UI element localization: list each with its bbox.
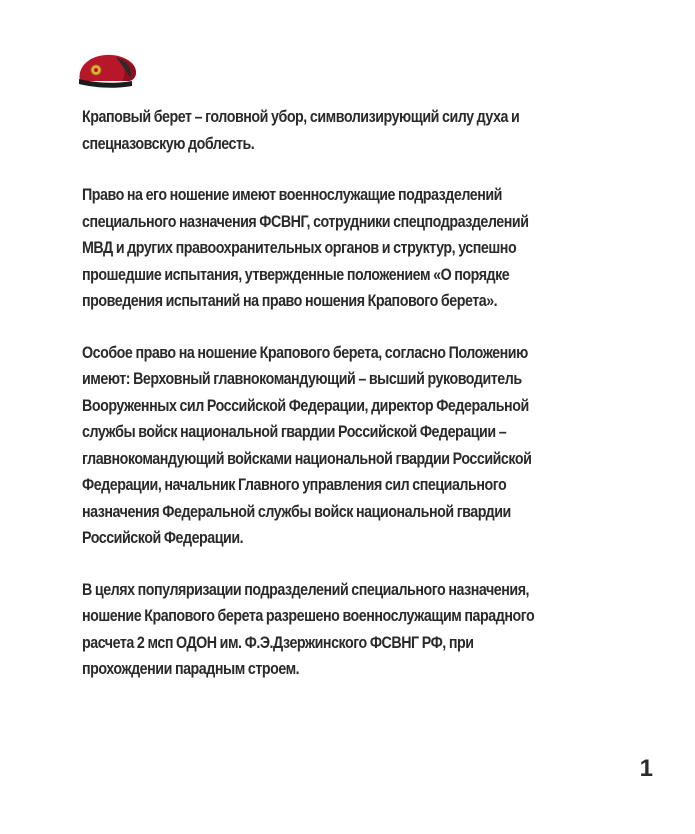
page-number: 1	[639, 755, 653, 782]
paragraph-definition: Краповый берет – головной убор, символизирующий силу духа и спецназовскую доблесть.	[82, 107, 520, 153]
paragraph-right-to-wear: Право на его ношение имеют военнослужащие подразделений специального назначения ФСВНГ, сотрудники спецподразделений МВД и других правоохранительных органов и структур, успешно прошедшие испытания, утвержденные положением «О порядке проведения испытаний на право ношения Крапового берета».	[82, 185, 529, 310]
beret-icon	[76, 48, 138, 90]
paragraph-parade: В целях популяризации подразделений специального назначения, ношение Крапового берета разрешено военнослужащим парадного расчета 2 мсп ОДОН им. Ф.Э.Дзержинского ФСВНГ РФ, при прохождении парадным строем.	[82, 579, 535, 678]
paragraph-special-right: Особое право на ношение Крапового берета, согласно Положению имеют: Верховный главнокомандующий – высший руководитель Вооруженных сил Российской Федерации, директор Федеральной службы войск национальной гвардии Российской Федерации – главнокомандующий войсками национальной гвардии Российской Федерации, начальник Главного управления сил специального назначения Федеральной службы войск национальной гвардии Российской Федерации.	[82, 342, 532, 547]
document-body	[82, 104, 674, 708]
